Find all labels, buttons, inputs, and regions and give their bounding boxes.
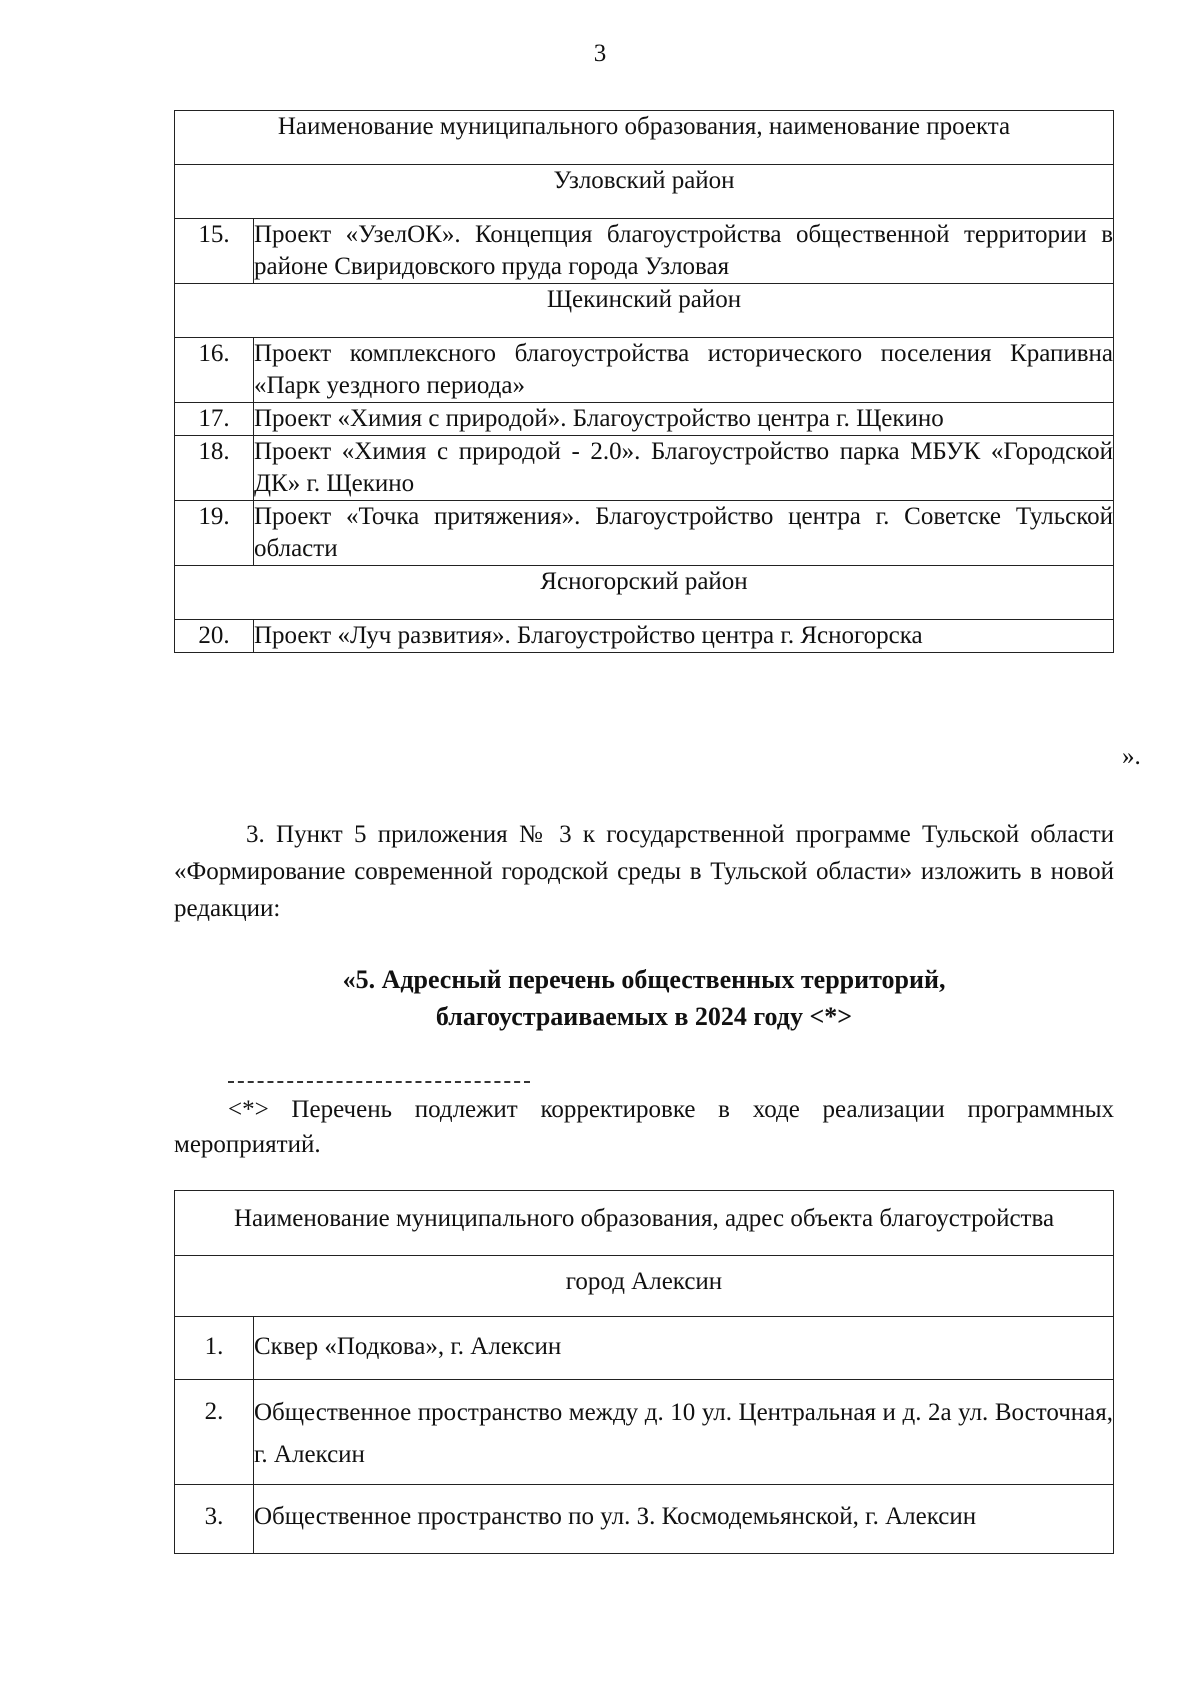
row-text: Проект «Химия с природой - 2.0». Благоустройство парка МБУК «Городской ДК» г. Щекино xyxy=(254,436,1114,501)
section-heading xyxy=(174,961,1114,1035)
row-text: Проект «Химия с природой». Благоустройство центра г. Щекино xyxy=(254,403,1114,436)
row-text: Сквер «Подкова», г. Алексин xyxy=(254,1317,1114,1380)
row-text: Общественное пространство по ул. З. Космодемьянской, г. Алексин xyxy=(254,1485,1114,1554)
table-row xyxy=(175,501,1114,566)
row-number: 3. xyxy=(175,1485,254,1554)
footnote: <*> Перечень подлежит корректировке в ходе реализации программных мероприятий. xyxy=(174,1096,1114,1158)
row-number: 19. xyxy=(175,501,254,566)
table-header: Наименование муниципального образования, наименование проекта xyxy=(175,111,1114,165)
closing-quote: ». xyxy=(1122,743,1141,770)
projects-table xyxy=(174,110,1114,653)
table-row xyxy=(175,436,1114,501)
heading-line: благоустраиваемых в 2024 году <*> xyxy=(435,1002,853,1031)
table-row xyxy=(175,1380,1114,1485)
table-row xyxy=(175,219,1114,284)
row-number: 1. xyxy=(175,1317,254,1380)
row-number: 2. xyxy=(175,1380,254,1485)
heading-line: «5. Адресный перечень общественных территорий, xyxy=(342,965,946,994)
row-text: Проект «Луч развития». Благоустройство центра г. Ясногорска xyxy=(254,620,1114,653)
amendment-paragraph: 3. Пункт 5 приложения № 3 к государственной программе Тульской области «Формирование современной городской среды в Тульской области» изложить в новой редакции: xyxy=(174,821,1114,922)
table-header: Наименование муниципального образования, адрес объекта благоустройства xyxy=(175,1191,1114,1256)
table-row xyxy=(175,403,1114,436)
district-row: Узловский район xyxy=(175,165,1114,219)
row-text: Проект «УзелОК». Концепция благоустройства общественной территории в районе Свиридовского пруда города Узловая xyxy=(254,219,1114,284)
table-row xyxy=(175,338,1114,403)
district-row: город Алексин xyxy=(175,1256,1114,1317)
row-text: Проект комплексного благоустройства исторического поселения Крапивна «Парк уездного периода» xyxy=(254,338,1114,403)
footnote-divider xyxy=(228,1081,530,1083)
row-number: 15. xyxy=(175,219,254,284)
table-row xyxy=(175,620,1114,653)
row-number: 20. xyxy=(175,620,254,653)
page-number: 3 xyxy=(593,40,607,67)
row-text: Проект «Точка притяжения». Благоустройство центра г. Советске Тульской области xyxy=(254,501,1114,566)
district-row: Щекинский район xyxy=(175,284,1114,338)
row-text: Общественное пространство между д. 10 ул. Центральная и д. 2а ул. Восточная, г. Алексин xyxy=(254,1380,1114,1485)
table-row xyxy=(175,1485,1114,1554)
row-number: 17. xyxy=(175,403,254,436)
row-number: 16. xyxy=(175,338,254,403)
table-row xyxy=(175,1317,1114,1380)
row-number: 18. xyxy=(175,436,254,501)
territories-table xyxy=(174,1190,1114,1554)
district-row: Ясногорский район xyxy=(175,566,1114,620)
